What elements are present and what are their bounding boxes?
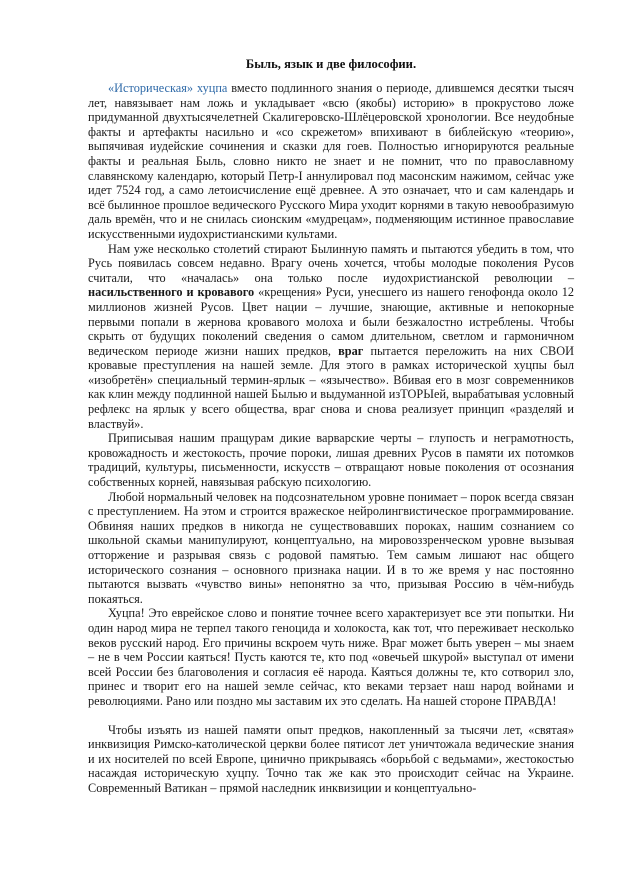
paragraph-1 [88,81,574,242]
text-run: вместо подлинного знания о периоде, длившемся десятки тысяч лет, навязывает нам ложь и укладывает «всю (якобы) историю» в прокрустово ложе придуманной двухтысячелетней Скалигеровско-Шлёцеровской хронологии. Все неудобные факты и артефакты насильно и «со скрежетом» впихивают в библейскую «теорию», выпячивая иудейские сочинения и сказки для гоев. Полностью игнорируются реальные факты и реальная Быль, словно никто не знает и не помнит, что по православному славянскому календарю, который Петр-I аннулировал под масонским нажимом, сейчас уже идет 7524 год, а само летоисчисление ещё древнее. А это означает, что и сам календарь и всё былинное прошлое ведического Русского Мира уходит корнями в такую невообразимую даль времён, что и не снилась сионским «мудрецам», подменяющим истинное православие искусственными иудохристианскими культами. [88,81,574,241]
text-run: Приписывая нашим пращурам дикие варварские черты – глупость и неграмотность, кровожадность и жестокость, прочие пороки, лишая древних Русов в памяти их потомков традиций, культуры, письменности, искусств – отвращают новые поколения от осознания собственных корней, навязывая рабскую психологию. [88,431,574,490]
paragraphs [88,81,574,796]
bold-phrase: враг [338,343,364,358]
paragraph-5 [88,606,574,708]
text-run: пытается переложить на них СВОИ кровавые преступления на нашей земле. Для этого в рамках исторической хуцпы был «изобретён» специальный термин-ярлык – «язычество». Вбивая его в мозг современников как клин между подлинной нашей Былью и выдуманной изТОРЫей, вырабатывая условный рефлекс на ярлык у всего общества, враг снова и снова реализует принцип «разделяй и властвуй». [88,343,574,431]
text-run: «крещения» Руси, унесшего из нашего генофонда около 12 миллионов жизней Русов. Цвет нации – лучшие, знающие, активные и непокорные первыми попали в жернова кровавого молоха и были безжалостно истреблены. Чтобы скрыть от будущих поколений сведения о самом длительном, светлом и гармоничном ведическом периоде жизни наших предков, [88,285,574,358]
text-run: Чтобы изъять из нашей памяти опыт предков, накопленный за тысячи лет, «святая» инквизиция Римско-католической церкви более пятисот лет уничтожала ведические знания и их носителей по всей Европе, цинично прикрываясь «борьбой с ведьмами», жестокостью насаждая историческую хуцпу. Точно так же как это происходит сейчас на Украине. Современный Ватикан – прямой наследник инквизиции и концептуально- [88,722,574,795]
lead-phrase: «Историческая» хуцпа [108,81,228,95]
paragraph-6 [88,723,574,796]
document-title: Быль, язык и две философии. [245,57,417,71]
paragraph-3 [88,431,574,489]
paragraph-2 [88,242,574,432]
paragraph-4 [88,490,574,607]
bold-phrase: насильственного и кровавого [88,285,255,300]
paragraph-spacer [88,709,574,723]
text-run: Нам уже несколько столетий стирают Былинную память и пытаются убедить в том, что Русь появилась совсем недавно. Врагу очень хочется, чтобы молодые поколения Русов считали, что «началась» она только после иудохристианской революции – [88,241,574,285]
document-body [88,56,574,796]
text-run: Хуцпа! Это еврейское слово и понятие точнее всего характеризует все эти попытки. Ни один народ мира не терпел такого геноцида и холокоста, как тот, что переживает несколько веков русский народ. Его причины вскроем чуть ниже. Враг может быть уверен – мы знаем – не в чем России каяться! Пусть каются те, кто под «овечьей шкурой» выступал от имени всей России без благоволения и согласия её народа. Каяться должны те, кто сотворил зло, принес и творит его на нашей земле сейчас, кто веками терзает наш народ войнами и революциями. Рано или поздно мы заставим их это сделать. На нашей стороне ПРАВДА! [88,606,574,708]
text-run: Любой нормальный человек на подсознательном уровне понимает – порок всегда связан с преступлением. На этом и строится вражеское нейролингвистическое программирование. Обвиняя наших предков в никогда не существовавших пороках, нашим сознанием со школьной скамьи манипулируют, концептуально, на мировоззренческом уровне вызывая отторжение и разрывая связь с родовой памятью. Тем самым лишают нас общего исторического сознания – основного признака нации. И в то же время у нас постоянно пытаются вызвать «чувство вины» непонятно за что, призывая Россию в чём-нибудь покаяться. [88,489,574,606]
